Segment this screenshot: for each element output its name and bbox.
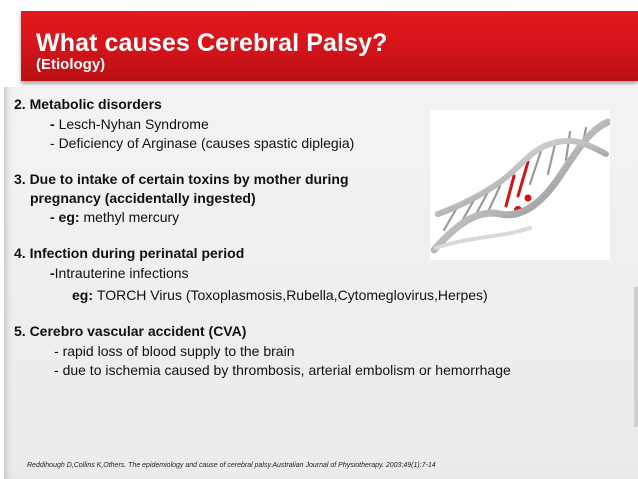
section-heading-toxins: 3. Due to intake of certain toxins by mother during — [14, 171, 349, 187]
list-item-prefix: - — [50, 265, 55, 281]
list-item-text: Lesch-Nyhan Syndrome — [58, 116, 209, 132]
list-item-text: Intrauterine infections — [54, 265, 189, 281]
list-item — [54, 343, 295, 359]
list-item-text: Deficiency of Arginase (causes spastic diplegia) — [58, 135, 355, 151]
reference-footnote: Reddihough D,Collins K,Others. The epidemiology and cause of cerebral palsy.Australian Journal of Physiotherapy. 2003;49(1):7-14 — [27, 462, 436, 469]
list-item-prefix: - — [50, 135, 59, 151]
slide-subtitle: (Etiology) — [36, 56, 106, 73]
list-item — [50, 209, 179, 225]
list-item — [72, 287, 488, 303]
dna-helix-icon — [430, 110, 610, 260]
title-banner — [21, 11, 638, 81]
section-heading-cva: 5. Cerebro vascular accident (CVA) — [14, 323, 247, 339]
list-item-prefix: - — [50, 116, 59, 132]
list-item — [50, 116, 209, 132]
list-item-text: methyl mercury — [83, 209, 180, 225]
list-item — [50, 265, 189, 281]
list-item-prefix: eg: — [72, 287, 97, 303]
list-item-text: TORCH Virus (Toxoplasmosis,Rubella,Cytomeglovirus,Herpes) — [96, 287, 488, 303]
list-item-prefix: - — [54, 362, 63, 378]
slide-title: What causes Cerebral Palsy? — [36, 29, 388, 57]
section-heading-metabolic: 2. Metabolic disorders — [14, 96, 162, 112]
section-heading-infection: 4. Infection during perinatal period — [14, 245, 245, 261]
section-heading-toxins-cont: pregnancy (accidentally ingested) — [30, 190, 256, 206]
list-item — [54, 362, 511, 378]
list-item-text: due to ischemia caused by thrombosis, arterial embolism or hemorrhage — [62, 362, 511, 378]
list-item — [50, 135, 354, 151]
list-item-prefix: - — [54, 343, 63, 359]
list-item-text: rapid loss of blood supply to the brain — [62, 343, 295, 359]
panel-edge — [634, 287, 638, 427]
list-item-prefix: - eg: — [50, 209, 84, 225]
